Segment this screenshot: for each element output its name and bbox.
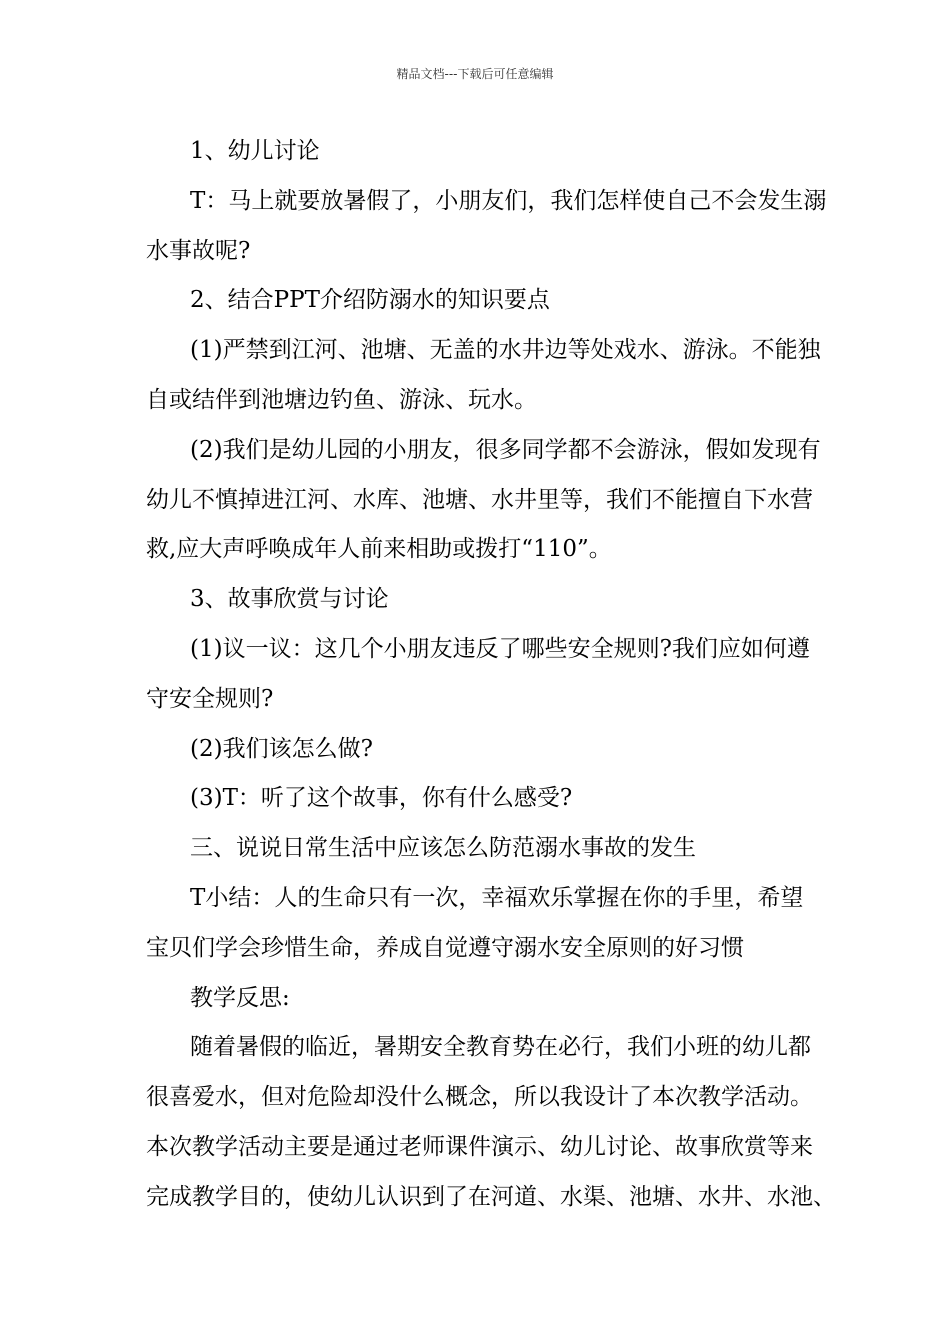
- paragraph: [146, 127, 826, 177]
- text-line: (2)我们该怎么做?: [190, 735, 373, 762]
- text-line: 幼儿不慎掉进江河、水库、池塘、水井里等，我们不能擅自下水营: [146, 486, 813, 513]
- text-line: 随着暑假的临近，暑期安全教育势在必行，我们小班的幼儿都: [190, 1034, 811, 1061]
- paragraph: [146, 824, 826, 874]
- paragraph: [146, 575, 826, 625]
- text-line: T小结：人的生命只有一次，幸福欢乐掌握在你的手里，希望: [190, 884, 804, 911]
- paragraph: [146, 774, 826, 824]
- paragraph: [146, 177, 826, 277]
- paragraph: [146, 1023, 836, 1222]
- text-line: 救,应大声呼唤成年人前来相助或拨打“110”。: [146, 536, 612, 563]
- text-line: 完成教学目的，使幼儿认识到了在河道、水渠、池塘、水井、水池、: [146, 1183, 836, 1210]
- document-body: [146, 127, 836, 1223]
- paragraph: [146, 725, 826, 775]
- text-line: 本次教学活动主要是通过老师课件演示、幼儿讨论、故事欣赏等来: [146, 1133, 813, 1160]
- page-header: 精品文档---下载后可任意编辑: [396, 67, 554, 81]
- text-line: (1)议一议：这几个小朋友违反了哪些安全规则?我们应如何遵: [190, 635, 810, 662]
- text-line: 三、说说日常生活中应该怎么防范溺水事故的发生: [190, 835, 696, 862]
- text-line: (1)严禁到江河、池塘、无盖的水井边等处戏水、游泳。不能独: [190, 337, 821, 364]
- text-line: 很喜爱水，但对危险却没什么概念，所以我设计了本次教学活动。: [146, 1084, 813, 1111]
- text-line: 3、故事欣赏与讨论: [190, 586, 389, 613]
- text-line: 自或结伴到池塘边钓鱼、游泳、玩水。: [146, 386, 537, 413]
- paragraph: [146, 276, 826, 326]
- text-line: (2)我们是幼儿园的小朋友，很多同学都不会游泳，假如发现有: [190, 436, 821, 463]
- text-line: 水事故呢?: [146, 237, 251, 264]
- paragraph: [146, 974, 826, 1024]
- text-line: 2、结合PPT介绍防溺水的知识要点: [190, 287, 550, 314]
- text-line: 宝贝们学会珍惜生命，养成自觉遵守溺水安全原则的好习惯: [146, 934, 744, 961]
- text-line: 1、幼儿讨论: [190, 138, 320, 164]
- paragraph: [146, 874, 826, 974]
- paragraph: [146, 326, 826, 426]
- text-line: 教学反思:: [190, 984, 290, 1011]
- paragraph: [146, 625, 826, 725]
- text-line: (3)T：听了这个故事，你有什么感受?: [190, 785, 573, 812]
- paragraph: [146, 426, 826, 575]
- text-line: T：马上就要放暑假了，小朋友们，我们怎样使自己不会发生溺: [190, 187, 827, 214]
- text-line: 守安全规则?: [146, 685, 274, 712]
